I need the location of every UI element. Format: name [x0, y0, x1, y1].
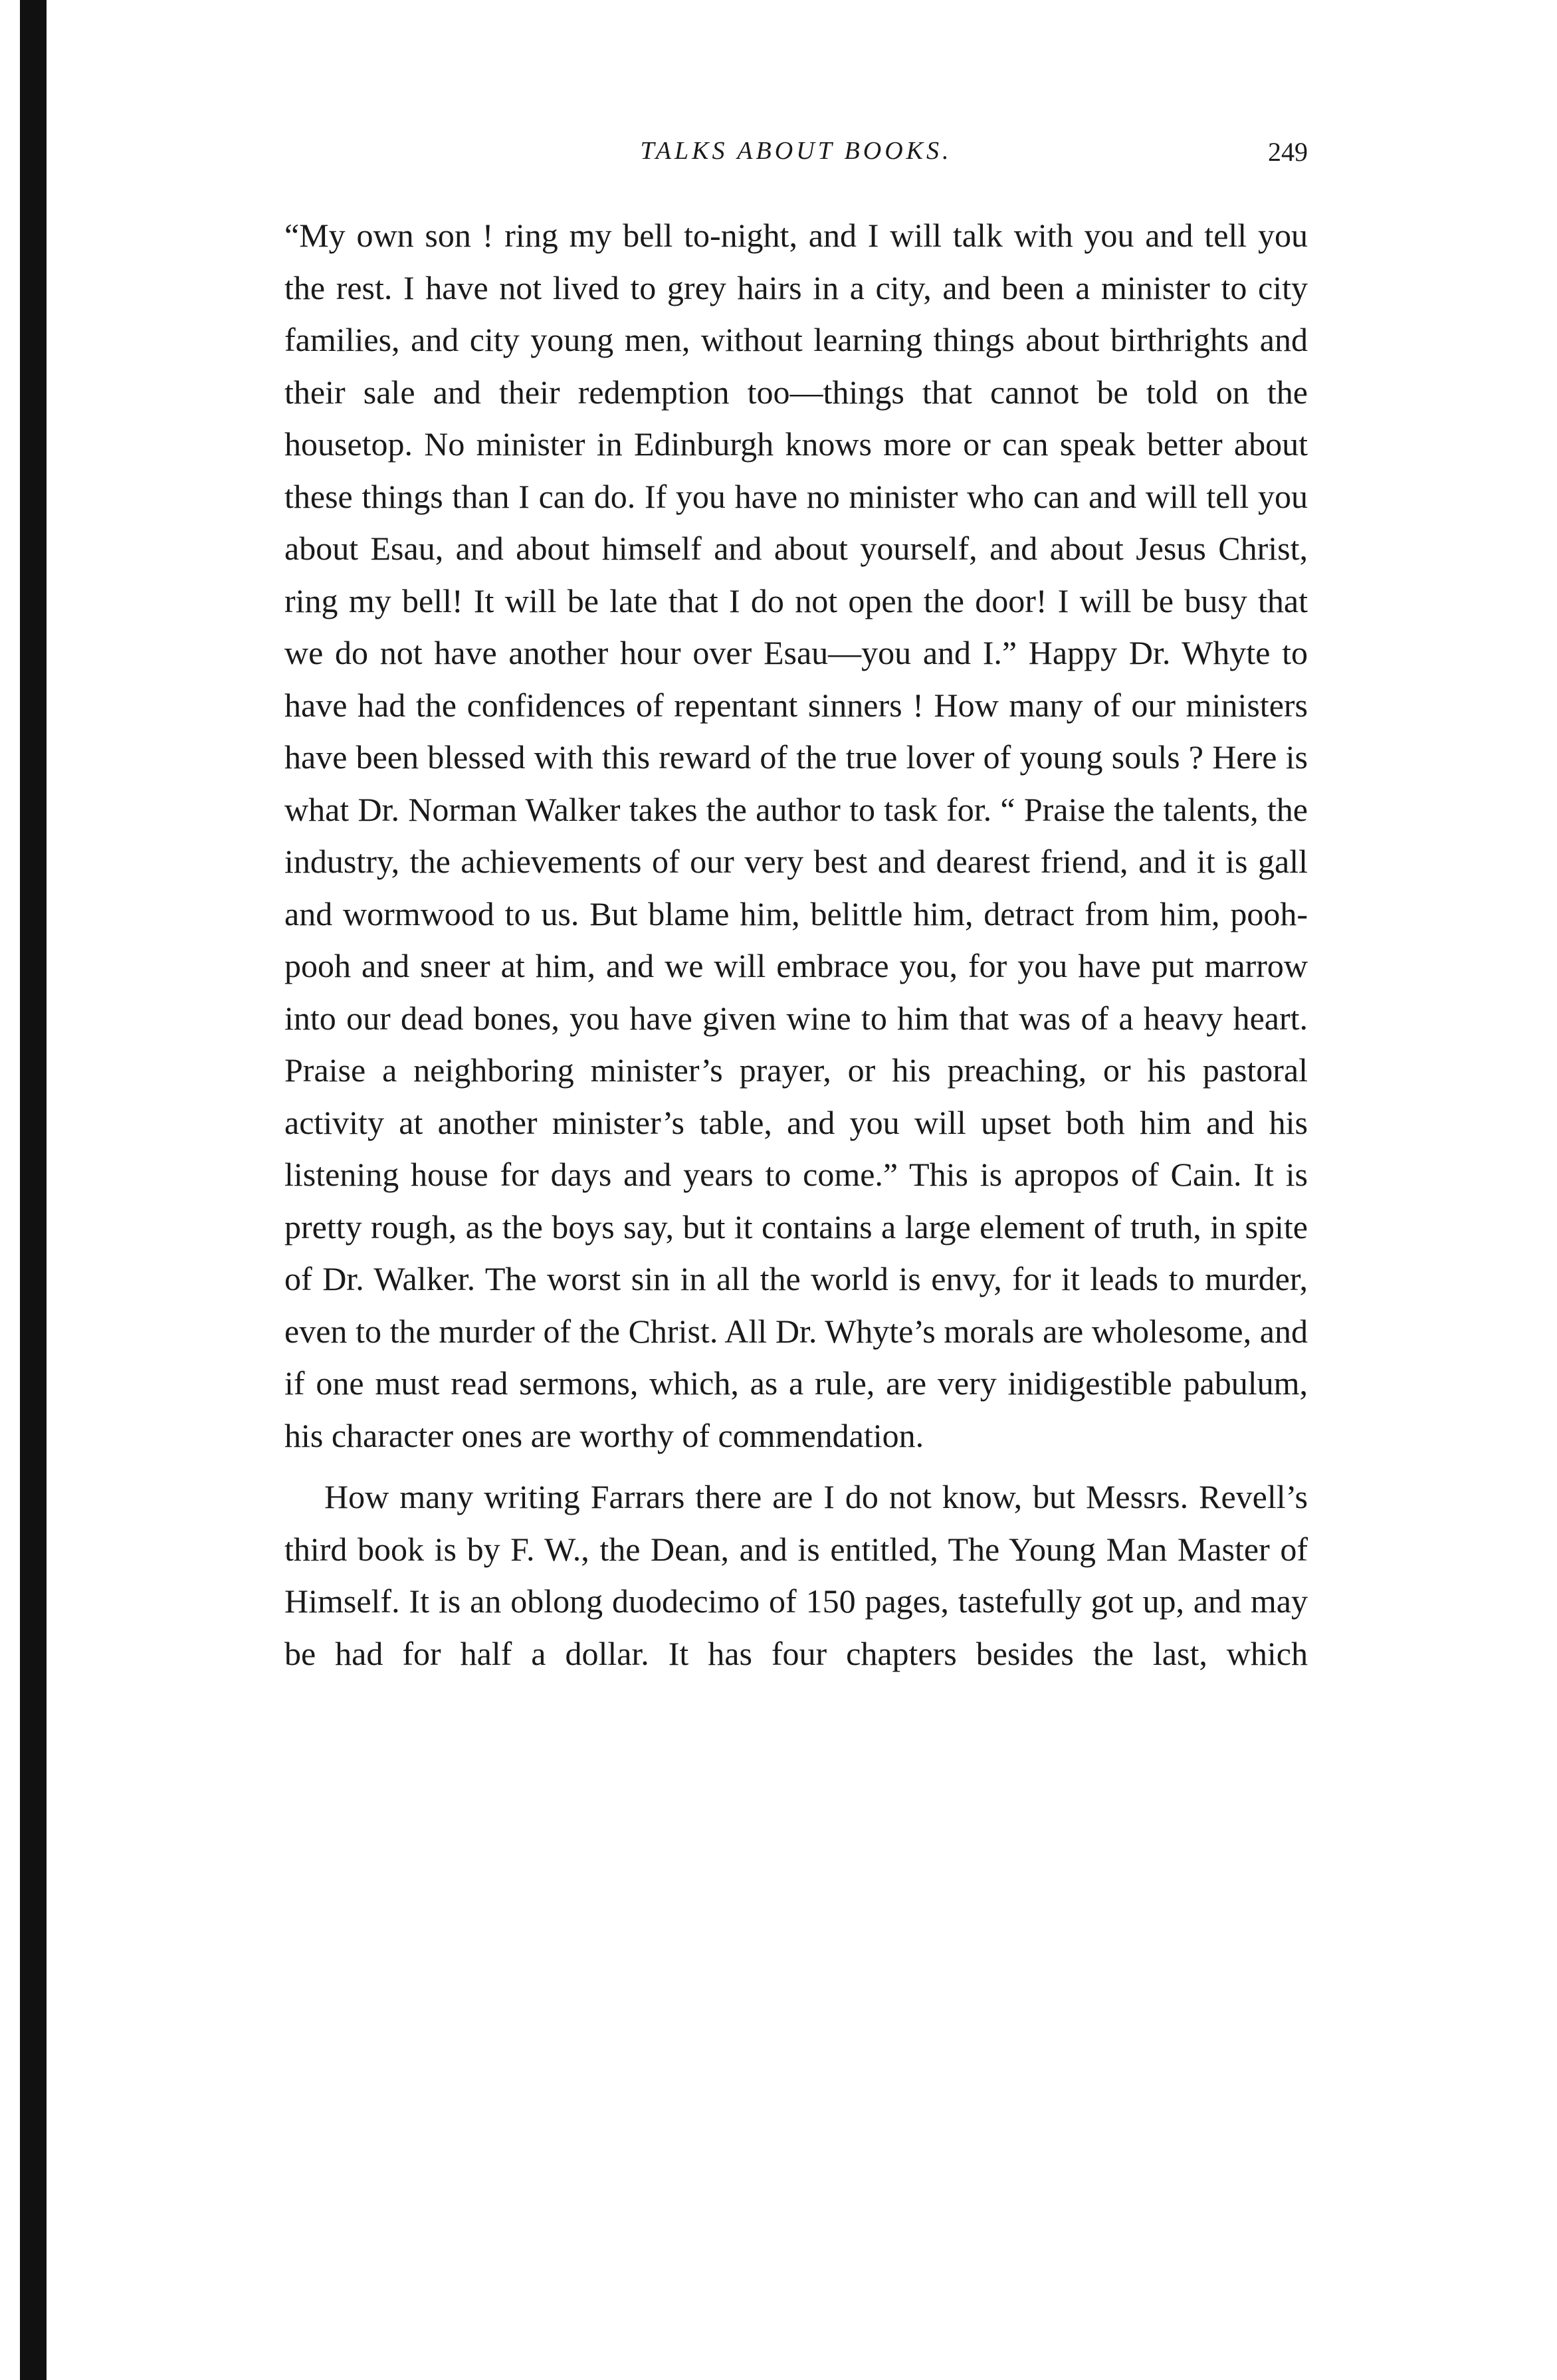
- page-number: 249: [1268, 137, 1308, 167]
- paragraph-2: How many writing Farrars there are I do not know, but Messrs. Revell’s third book is by F. W., the Dean, and is entitled, The Young Man Master of Himself. It is an oblong duodecimo of 150 pages, tastefully got up, and may be had for half a dollar. It has four chapters besides the last, which: [284, 1478, 1308, 1672]
- binding-edge: [20, 0, 47, 2380]
- paragraph-1: “My own son ! ring my bell to-night, and I will talk with you and tell you the rest. I have not lived to grey hairs in a city, and been a minister to city families, and city young men, without learning things about birthrights and their sale and their redemption too—things that cannot be told on the housetop. No minister in Edinburgh knows more or can speak better about these things than I can do. If you have no minister who can and will tell you about Esau, and about himself and about yourself, and about Jesus Christ, ring my bell! It will be late that I do not open the door! I will be busy that we do not have another hour over Esau—you and I.” Happy Dr. Whyte to have had the confidences of repentant sinners ! How many of our ministers have been blessed with this reward of the true lover of young souls ? Here is what Dr. Norman Walker takes the author to task for. “ Praise the talents, the industry, the achievements of our very best and dearest friend, and it is gall and wormwood to us. But blame him, belittle him, detract from him, pooh-pooh and sneer at him, and we will embrace you, for you have put marrow into our dead bones, you have given wine to him that was of a heavy heart. Praise a neighboring minister’s prayer, or his preaching, or his pastoral activity at another minister’s table, and you will upset both him and his listening house for days and years to come.” This is apropos of Cain. It is pretty rough, as the boys say, but it contains a large element of truth, in spite of Dr. Walker. The worst sin in all the world is envy, for it leads to murder, even to the murder of the Christ. All Dr. Whyte’s morals are wholesome, and if one must read sermons, which, as a rule, are very inidigestible pabulum, his character ones are worthy of commendation.: [284, 217, 1308, 1454]
- running-head: [284, 136, 1308, 189]
- running-title: TALKS ABOUT BOOKS.: [640, 137, 952, 165]
- body-text: [284, 209, 1308, 1679]
- book-page: [284, 136, 1308, 1679]
